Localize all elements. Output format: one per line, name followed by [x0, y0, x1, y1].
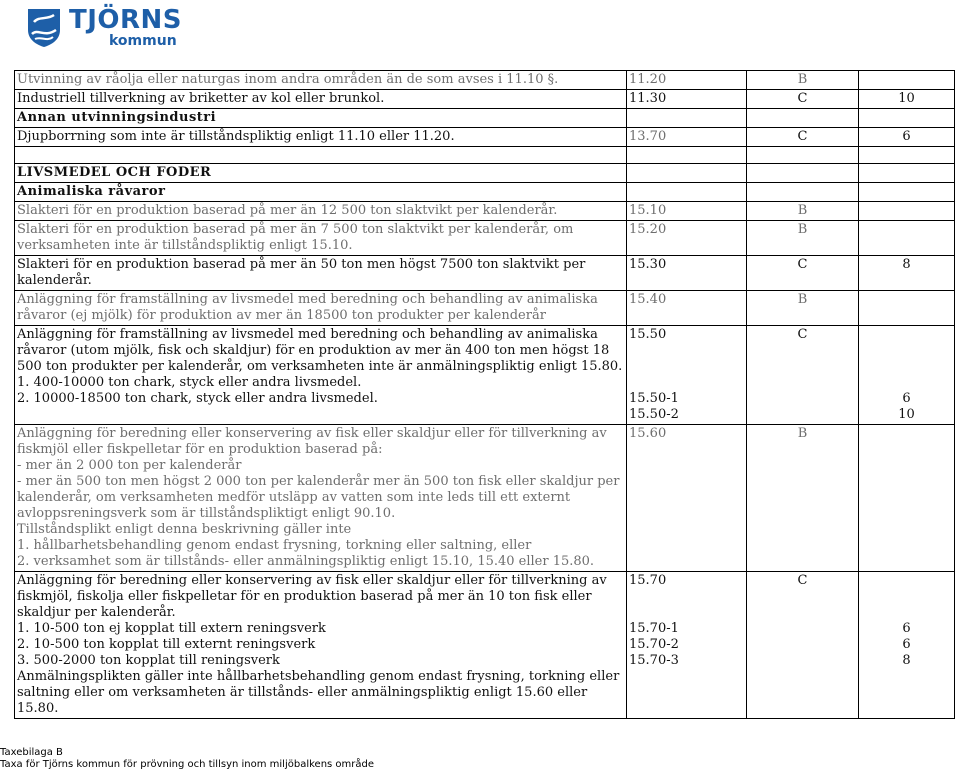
table-row — [15, 572, 955, 719]
row-kr — [859, 291, 955, 326]
row-kr: 10 — [859, 90, 955, 109]
row-line: Anläggning för beredning eller konservering av fisk eller skaldjur eller för tillverkning av fiskmjöl eller fiskpelletar för en produktion baserad på: — [17, 426, 607, 457]
row-kr — [859, 221, 955, 256]
row-text — [15, 425, 627, 572]
logo-sub: kommun — [109, 33, 177, 49]
row-class: B — [747, 202, 859, 221]
row-class: C — [747, 90, 859, 109]
row-text: Utvinning av råolja eller naturgas inom andra områden än de som avses i 11.10 §. — [15, 71, 627, 90]
row-kr — [859, 326, 955, 425]
row-class: B — [747, 291, 859, 326]
row-text: Anläggning för framställning av livsmedel med beredning och behandling av animaliska råvaror (ej mjölk) för produktion av mer än 18500 ton produkter per kalenderår — [15, 291, 627, 326]
row-text: Industriell tillverkning av briketter av kol eller brunkol. — [15, 90, 627, 109]
row-code: 15.60 — [627, 425, 747, 572]
code-line: 15.70 — [629, 573, 667, 588]
row-line: 2. verksamhet som är tillstånds- eller anmälningspliktig enligt 15.10, 15.40 eller 15.80. — [17, 554, 595, 569]
row-text: Slakteri för en produktion baserad på mer än 50 ton men högst 7500 ton slaktvikt per kalenderår. — [15, 256, 627, 291]
row-text — [15, 572, 627, 719]
tjorns-kommun-logo — [27, 6, 187, 54]
kr-line: 6 — [902, 637, 911, 652]
row-line: 2. 10000-18500 ton chark, styck eller andra livsmedel. — [17, 391, 378, 406]
row-code: 15.10 — [627, 202, 747, 221]
row-text: Slakteri för en produktion baserad på mer än 7 500 ton slaktvikt per kalenderår, om verksamheten inte är tillståndspliktig enligt 15.10. — [15, 221, 627, 256]
section-heading: LIVSMEDEL OCH FODER — [15, 164, 627, 183]
code-line: 15.70-1 — [629, 621, 679, 636]
row-line: 1. 400-10000 ton chark, styck eller andra livsmedel. — [17, 375, 362, 390]
table-row — [15, 425, 955, 572]
row-heading: Annan utvinningsindustri — [15, 109, 627, 128]
table-row — [15, 128, 955, 147]
spacer-row — [15, 147, 955, 164]
footer-title: Taxa för Tjörns kommun för prövning och tillsyn inom miljöbalkens område — [0, 759, 375, 770]
row-line: 2. 10-500 ton kopplat till externt reningsverk — [17, 637, 316, 652]
page-footer — [0, 747, 374, 771]
code-line: 15.50-1 — [629, 391, 679, 406]
table-row — [15, 183, 955, 202]
row-code: 15.20 — [627, 221, 747, 256]
code-line: 15.50-2 — [629, 407, 679, 422]
row-kr: 6 — [859, 128, 955, 147]
table-row — [15, 71, 955, 90]
row-line: Anläggning för framställning av livsmedel med beredning och behandling av animaliska råvaror (utom mjölk, fisk och skaldjur) för en produktion av mer än 400 ton men högst 18 500 ton produkter per kalenderår, om verksamheten inte är anmälningspliktig enligt 15.80. — [17, 327, 623, 374]
activity-table — [14, 70, 955, 719]
row-line: 1. hållbarhetsbehandling genom endast frysning, torkning eller saltning, eller — [17, 538, 532, 553]
row-line: - mer än 2 000 ton per kalenderår — [17, 458, 242, 473]
row-kr — [859, 572, 955, 719]
row-kr — [859, 202, 955, 221]
row-text — [15, 326, 627, 425]
kr-line: 6 — [902, 391, 911, 406]
row-class: B — [747, 221, 859, 256]
row-code: 13.70 — [627, 128, 747, 147]
kr-line: 6 — [902, 621, 911, 636]
row-line: 3. 500-2000 ton kopplat till reningsverk — [17, 653, 280, 668]
row-class: C — [747, 326, 859, 425]
table-row — [15, 202, 955, 221]
row-code — [627, 572, 747, 719]
shield-icon — [27, 8, 61, 48]
table-row — [15, 326, 955, 425]
row-class: C — [747, 256, 859, 291]
kr-line: 10 — [898, 407, 915, 422]
logo-brand: TJÖRNS — [69, 5, 183, 35]
code-line: 15.70-2 — [629, 637, 679, 652]
kr-line: 8 — [902, 653, 911, 668]
table-row — [15, 291, 955, 326]
row-class: B — [747, 425, 859, 572]
row-line: - mer än 500 ton men högst 2 000 ton per kalenderår mer än 500 ton fisk eller skaldjur per kalenderår, om verksamheten medför utsläpp av vatten som inte leds till ett externt avloppsreningsverk som är tillståndspliktigt enligt 90.10. — [17, 474, 620, 521]
footer-appendix: Taxebilaga B — [0, 747, 63, 758]
row-code: 15.40 — [627, 291, 747, 326]
code-line: 15.50 — [629, 327, 667, 342]
row-line: Anmälningsplikten gäller inte hållbarhetsbehandling genom endast frysning, torkning eller saltning eller om verksamheten är tillstånds- eller anmälningspliktig enligt 15.60 eller 15.80. — [17, 669, 620, 716]
row-text: Slakteri för en produktion baserad på mer än 12 500 ton slaktvikt per kalenderår. — [15, 202, 627, 221]
row-class: C — [747, 572, 859, 719]
row-line: Tillståndsplikt enligt denna beskrivning gäller inte — [17, 522, 352, 537]
row-line: Anläggning för beredning eller konservering av fisk eller skaldjur eller för tillverkning av fiskmjöl, fiskolja eller fiskpelletar för en produktion baserad på mer än 10 ton fisk eller skaldjur per kalenderår. — [17, 573, 607, 620]
row-kr — [859, 71, 955, 90]
code-line: 15.70-3 — [629, 653, 679, 668]
table-row — [15, 90, 955, 109]
table-row — [15, 164, 955, 183]
table-row — [15, 221, 955, 256]
row-code — [627, 326, 747, 425]
table-row — [15, 109, 955, 128]
row-kr: 8 — [859, 256, 955, 291]
row-code: 15.30 — [627, 256, 747, 291]
row-class: C — [747, 128, 859, 147]
row-code: 11.20 — [627, 71, 747, 90]
row-class: B — [747, 71, 859, 90]
row-line: 1. 10-500 ton ej kopplat till extern reningsverk — [17, 621, 326, 636]
row-code: 11.30 — [627, 90, 747, 109]
table-row — [15, 256, 955, 291]
subsection-heading: Animaliska råvaror — [15, 183, 627, 202]
row-text: Djupborrning som inte är tillståndspliktig enligt 11.10 eller 11.20. — [15, 128, 627, 147]
